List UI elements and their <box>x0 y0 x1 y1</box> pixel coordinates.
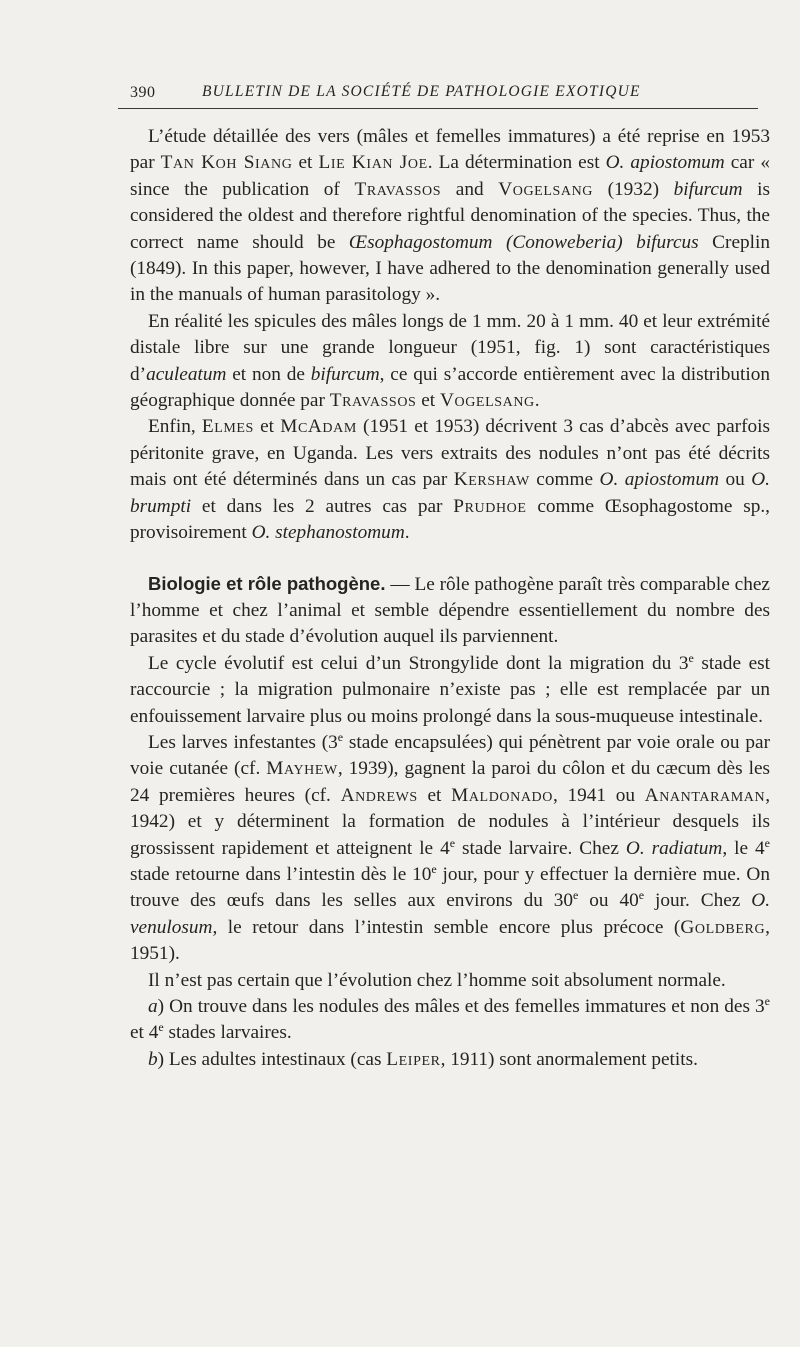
author-name: Vogelsang <box>439 390 535 412</box>
author-name: Maldonado <box>451 784 553 806</box>
species-name: bifurcum <box>310 363 380 385</box>
body-text <box>130 124 770 1073</box>
author-name: Kershaw <box>453 469 530 491</box>
species-name: O. brumpti <box>130 469 770 517</box>
species-name: bifurcum <box>673 178 743 200</box>
species-name: O. apiostomum <box>605 152 725 174</box>
author-name: Leiper <box>386 1048 441 1070</box>
paragraph-9: b) Les adultes intestinaux (cas Leiper, 1911) sont anormalement petits. <box>148 1048 698 1070</box>
author-name: Elmes <box>201 416 254 438</box>
paragraph-6: Les larves infestantes (3e stade encapsulées) qui pénètrent par voie orale ou par voie cutanée (cf. Mayhew, 1939), gagnent la paroi du côlon et du cæcum dès les 24 premières heures (cf. Andrews et Maldonado, 1941 ou Anantaraman, 1942) et y déterminent la formation de nodules à l’intérieur desquels ils grossissent rapidement et atteignent le 4e stade larvaire. Chez O. radiatum, le 4e stade retourne dans l’intestin dès le 10e jour, pour y effectuer la dernière mue. On trouve des œufs dans les selles aux environs du 30e ou 40e jour. Chez O. venulosum, le retour dans l’intestin semble encore plus précoce (Goldberg, 1951). <box>130 729 771 965</box>
author-name: Vogelsang <box>498 178 593 200</box>
paragraph-5: Le cycle évolutif est celui d’un Strongylide dont la migration du 3e stade est raccourcie ; la migration pulmonaire n’existe pas ; elle est remplacée par un enfouissement larvaire plus ou moins prolongé dans la sous-muqueuse intestinale. <box>130 650 770 727</box>
author-name: Goldberg <box>680 916 766 938</box>
species-name: Œsophagostomum (Conoweberia) bifurcus <box>348 231 699 253</box>
species-name: O. radiatum <box>625 837 723 859</box>
author-name: Prudhoe <box>453 495 527 517</box>
species-name: O. apiostomum <box>599 469 720 491</box>
paragraph-8: a) On trouve dans les nodules des mâles et des femelles immatures et non des 3e et 4e stades larvaires. <box>130 994 770 1044</box>
list-label: a <box>148 996 158 1017</box>
author-name: Lie Kian Joe <box>318 152 428 174</box>
author-name: Anantaraman <box>644 784 766 806</box>
section-heading: Biologie et rôle pathogène. <box>148 572 386 594</box>
author-name: Travassos <box>354 178 442 200</box>
author-name: Travassos <box>329 390 417 412</box>
running-header <box>118 82 758 109</box>
author-name: Mayhew <box>266 758 338 780</box>
paragraph-7: Il n’est pas certain que l’évolution chez l’homme soit absolument normale. <box>148 969 726 991</box>
species-name: aculeatum <box>146 363 227 385</box>
paragraph-3: Enfin, Elmes et McAdam (1951 et 1953) décrivent 3 cas d’abcès avec parfois péritonite grave, en Uganda. Les vers extraits des nodules n’ont pas été décrits mais ont été déterminés dans un cas par Kershaw comme O. apiostomum ou O. brumpti et dans les 2 autres cas par Prudhoe comme Œsophagostome sp., provisoirement O. stephanostomum. <box>130 416 771 544</box>
species-name: O. venulosum <box>130 890 771 938</box>
author-name: McAdam <box>280 416 357 438</box>
paragraph-4: Biologie et rôle pathogène. — Le rôle pathogène paraît très comparable chez l’homme et chez l’animal et semble dépendre essentiellement du nombre des parasites et du stade d’évolution auquel ils parviennent. <box>130 572 770 648</box>
paragraph-2: En réalité les spicules des mâles longs de 1 mm. 20 à 1 mm. 40 et leur extrémité distale libre sur une grande longueur (1951, fig. 1) sont caractéristiques d’aculeatum et non de bifurcum, ce qui s’accorde entièrement avec la distribution géographique donnée par Travassos et Vogelsang. <box>130 310 770 412</box>
author-name: Andrews <box>340 784 418 806</box>
species-name: O. stephanostomum <box>251 522 405 544</box>
author-name: Tan Koh Siang <box>160 152 293 174</box>
journal-title: BULLETIN DE LA SOCIÉTÉ DE PATHOLOGIE EXOTIQUE <box>202 83 641 100</box>
list-label: b <box>148 1048 158 1070</box>
paragraph-1: L’étude détaillée des vers (mâles et femelles immatures) a été reprise en 1953 par Tan Koh Siang et Lie Kian Joe. La détermination est O. apiostomum car « since the publication of Travassos and Vogelsang (1932) bifurcum is considered the oldest and therefore rightful denomination of the species. Thus, the correct name should be Œsophagostomum (Conoweberia) bifurcus Creplin (1849). In this paper, however, I have adhered to the denomination generally used in the manuals of human parasitology ». <box>130 126 771 306</box>
page-number: 390 <box>130 84 156 101</box>
